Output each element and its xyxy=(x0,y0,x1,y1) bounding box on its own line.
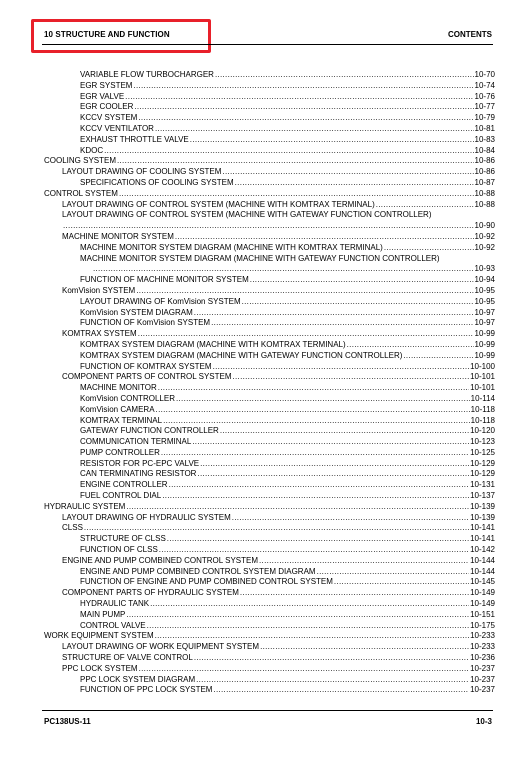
toc-page-number: 10-129 xyxy=(470,458,495,468)
dot-leader xyxy=(155,124,474,135)
dot-leader xyxy=(175,232,474,243)
toc-entry-title: PUMP CONTROLLER xyxy=(80,447,160,457)
toc-entry-row xyxy=(80,297,495,308)
toc-entry[interactable] xyxy=(0,70,525,81)
header-divider xyxy=(42,44,493,45)
toc-entry-title: HYDRAULIC TANK xyxy=(80,599,150,609)
toc-entry-row xyxy=(80,426,495,437)
toc-entry-title: FUNCTION OF PPC LOCK SYSTEM xyxy=(80,685,213,695)
toc-entry[interactable] xyxy=(0,135,525,146)
toc-entry-row xyxy=(62,664,495,675)
dot-leader xyxy=(194,308,474,319)
dot-leader xyxy=(215,70,474,81)
toc-entry-row xyxy=(80,92,495,103)
dot-leader xyxy=(163,416,470,427)
toc-entry[interactable] xyxy=(0,372,525,383)
toc-entry-row xyxy=(80,448,495,459)
toc-entry-title: LAYOUT DRAWING OF HYDRAULIC SYSTEM xyxy=(62,512,231,522)
toc-entry-title: STRUCTURE OF CLSS xyxy=(80,534,166,544)
toc-page-number: 10-95 xyxy=(474,285,495,295)
toc-entry-row xyxy=(62,221,495,232)
toc-entry[interactable] xyxy=(0,588,525,599)
toc-entry-row xyxy=(80,545,495,556)
toc-entry-row xyxy=(62,167,495,178)
toc-entry-row xyxy=(80,275,495,286)
toc-entry-title: KCCV VENTILATOR xyxy=(80,123,154,133)
toc-entry[interactable] xyxy=(0,653,525,664)
toc-page-number: 10-92 xyxy=(474,242,495,252)
toc-entry[interactable] xyxy=(0,351,525,362)
toc-entry-title: ENGINE AND PUMP COMBINED CONTROL SYSTEM xyxy=(62,555,259,565)
dot-leader xyxy=(200,459,469,470)
toc-entry-title: MACHINE MONITOR SYSTEM xyxy=(62,231,174,241)
toc-entry-title: LAYOUT DRAWING OF COOLING SYSTEM xyxy=(62,167,222,177)
toc-page-number: 10-88 xyxy=(474,188,495,198)
toc-page-number: 10-144 xyxy=(470,566,495,576)
dot-leader xyxy=(233,372,470,383)
toc-entry[interactable] xyxy=(0,480,525,491)
toc-entry-title: ENGINE CONTROLLER xyxy=(80,480,168,490)
toc-entry[interactable] xyxy=(0,200,525,211)
toc-entry-row xyxy=(80,405,495,416)
toc-entry[interactable] xyxy=(0,534,525,545)
contents-label: CONTENTS xyxy=(448,30,492,39)
toc-entry[interactable] xyxy=(0,556,525,567)
toc-page-number: 10-100 xyxy=(470,361,495,371)
toc-entry-row xyxy=(62,513,495,524)
toc-page-number: 10-95 xyxy=(474,296,495,306)
dot-leader xyxy=(384,243,474,254)
toc-page-number: 10-175 xyxy=(470,620,495,630)
toc-entry[interactable] xyxy=(0,243,525,254)
dot-leader xyxy=(240,588,469,599)
dot-leader xyxy=(63,221,474,232)
toc-entry[interactable] xyxy=(0,394,525,405)
toc-entry-row xyxy=(80,480,495,491)
dot-leader xyxy=(138,113,473,124)
toc-entry-title: KomVision SYSTEM xyxy=(62,285,136,295)
toc-page-number: 10-97 xyxy=(474,307,495,317)
toc-entry-title: KomVision SYSTEM DIAGRAM xyxy=(80,307,193,317)
toc-entry[interactable] xyxy=(0,610,525,621)
toc-entry[interactable] xyxy=(0,329,525,340)
toc-page-number: 10-83 xyxy=(474,134,495,144)
toc-entry[interactable] xyxy=(0,426,525,437)
toc-entry-title: SPECIFICATIONS OF COOLING SYSTEM xyxy=(80,177,234,187)
toc-entry-title: LAYOUT DRAWING OF KomVision SYSTEM xyxy=(80,296,241,306)
toc-entry-title: MACHINE MONITOR xyxy=(80,383,157,393)
toc-entry-title: MACHINE MONITOR SYSTEM DIAGRAM (MACHINE WITH KOMTRAX TERMINAL) xyxy=(80,242,383,252)
dot-leader xyxy=(213,362,470,373)
toc-entry[interactable] xyxy=(0,459,525,470)
toc-entry[interactable] xyxy=(0,340,525,351)
toc-entry-title: CAN TERMINATING RESISTOR xyxy=(80,469,197,479)
toc-entry[interactable] xyxy=(0,599,525,610)
toc-entry-row xyxy=(62,232,495,243)
toc-entry-title: PPC LOCK SYSTEM xyxy=(62,663,138,673)
toc-entry[interactable] xyxy=(0,513,525,524)
toc-entry-title: EGR COOLER xyxy=(80,102,134,112)
toc-entry-row xyxy=(62,523,495,534)
toc-entry-row xyxy=(44,502,495,513)
toc-page-number: 10-84 xyxy=(474,145,495,155)
toc-page-number: 10-120 xyxy=(470,426,495,436)
dot-leader xyxy=(158,383,469,394)
toc-entry-title: KOMTRAX SYSTEM DIAGRAM (MACHINE WITH GATEWAY FUNCTION CONTROLLER) xyxy=(80,350,403,360)
toc-page-number: 10-233 xyxy=(470,642,495,652)
toc-entry-row xyxy=(80,362,495,373)
toc-entry-row xyxy=(80,383,495,394)
toc-page-number: 10-81 xyxy=(474,123,495,133)
toc-entry-title: LAYOUT DRAWING OF CONTROL SYSTEM (MACHINE WITH KOMTRAX TERMINAL) xyxy=(62,199,375,209)
toc-entry[interactable] xyxy=(0,437,525,448)
toc-entry-title: MAIN PUMP xyxy=(80,609,126,619)
dot-leader xyxy=(134,102,473,113)
toc-page-number: 10-237 xyxy=(470,685,495,695)
toc-entry[interactable] xyxy=(0,502,525,513)
dot-leader xyxy=(161,448,469,459)
toc-page-number: 10-125 xyxy=(470,447,495,457)
toc-entry[interactable] xyxy=(0,124,525,135)
toc-entry-row xyxy=(80,610,495,621)
toc-entry-title: COOLING SYSTEM xyxy=(44,156,117,166)
toc-entry-title: FUNCTION OF ENGINE AND PUMP COMBINED CONTROL SYSTEM xyxy=(80,577,333,587)
model-number: PC138US-11 xyxy=(44,717,91,726)
toc-entry[interactable] xyxy=(0,577,525,588)
toc-entry-row xyxy=(44,156,495,167)
toc-page-number: 10-70 xyxy=(474,70,495,79)
toc-page-number: 10-149 xyxy=(470,588,495,598)
toc-entry-row xyxy=(80,81,495,92)
toc-entry-row xyxy=(44,189,495,200)
dot-leader xyxy=(126,610,469,621)
dot-leader xyxy=(222,167,473,178)
dot-leader xyxy=(250,275,474,286)
toc-entry[interactable] xyxy=(0,102,525,113)
dot-leader xyxy=(119,189,474,200)
toc-entry-title: KOMTRAX SYSTEM xyxy=(62,329,137,339)
toc-page-number: 10-233 xyxy=(470,631,495,641)
toc-page-number: 10-94 xyxy=(474,275,495,285)
dot-leader xyxy=(232,513,469,524)
toc-entry-row xyxy=(80,577,495,588)
toc-page-number: 10-114 xyxy=(470,393,495,403)
toc-page-number: 10-101 xyxy=(470,383,495,393)
dot-leader xyxy=(376,200,474,211)
toc-entry-title: RESISTOR FOR PC-EPC VALVE xyxy=(80,458,200,468)
table-of-contents xyxy=(0,70,525,696)
toc-entry[interactable] xyxy=(0,92,525,103)
highlight-box xyxy=(31,19,211,53)
toc-page-number: 10-86 xyxy=(474,156,495,166)
toc-page-number: 10-131 xyxy=(470,480,495,490)
toc-entry-row xyxy=(62,372,495,383)
toc-entry-row xyxy=(80,243,495,254)
toc-entry-title: EGR VALVE xyxy=(80,91,125,101)
toc-entry[interactable] xyxy=(0,156,525,167)
toc-entry-row xyxy=(80,178,495,189)
toc-entry-title: CONTROL VALVE xyxy=(80,620,146,630)
toc-entry-row xyxy=(80,459,495,470)
toc-page-number: 10-86 xyxy=(474,167,495,177)
toc-entry-continuation[interactable] xyxy=(0,221,525,232)
toc-entry-row xyxy=(62,286,495,297)
toc-entry-title: COMMUNICATION TERMINAL xyxy=(80,437,192,447)
dot-leader xyxy=(213,685,469,696)
toc-entry-row xyxy=(80,340,495,351)
dot-leader xyxy=(317,567,469,578)
toc-entry-title: EGR SYSTEM xyxy=(80,80,133,90)
toc-entry[interactable] xyxy=(0,567,525,578)
toc-entry[interactable] xyxy=(0,286,525,297)
toc-entry-row xyxy=(80,351,495,362)
footer-divider xyxy=(42,710,493,711)
toc-entry-row xyxy=(80,70,495,81)
dot-leader xyxy=(347,340,474,351)
toc-entry-title: KCCV SYSTEM xyxy=(80,113,138,123)
dot-leader xyxy=(167,534,469,545)
toc-entry[interactable] xyxy=(0,675,525,686)
toc-entry-title: VARIABLE FLOW TURBOCHARGER xyxy=(80,70,214,79)
toc-entry[interactable] xyxy=(0,254,525,265)
dot-leader xyxy=(147,621,469,632)
toc-entry-row xyxy=(62,642,495,653)
dot-leader xyxy=(133,81,473,92)
dot-leader xyxy=(150,599,469,610)
toc-entry-row xyxy=(62,200,495,211)
toc-entry-title: CLSS xyxy=(62,523,83,533)
toc-page-number: 10-151 xyxy=(470,609,495,619)
dot-leader xyxy=(211,318,473,329)
toc-entry[interactable] xyxy=(0,416,525,427)
toc-page-number: 10-99 xyxy=(474,350,495,360)
toc-page-number: 10-142 xyxy=(470,545,495,555)
dot-leader xyxy=(162,491,469,502)
toc-page-number: 10-92 xyxy=(474,231,495,241)
dot-leader xyxy=(235,178,474,189)
dot-leader xyxy=(138,329,474,340)
toc-entry-row xyxy=(62,329,495,340)
toc-entry[interactable] xyxy=(0,685,525,696)
toc-page-number: 10-118 xyxy=(470,404,495,414)
toc-entry[interactable] xyxy=(0,167,525,178)
toc-entry-title: KomVision CAMERA xyxy=(80,404,155,414)
dot-leader xyxy=(176,394,470,405)
toc-page-number: 10-139 xyxy=(470,512,495,522)
toc-page-number: 10-123 xyxy=(470,437,495,447)
toc-page-number: 10-139 xyxy=(470,501,495,511)
dot-leader xyxy=(192,437,469,448)
toc-entry-row xyxy=(80,308,495,319)
toc-entry-title: FUEL CONTROL DIAL xyxy=(80,491,162,501)
toc-page-number: 10-93 xyxy=(474,264,495,274)
toc-entry[interactable] xyxy=(0,318,525,329)
toc-entry-title: FUNCTION OF MACHINE MONITOR SYSTEM xyxy=(80,275,249,285)
toc-entry-title: LAYOUT DRAWING OF CONTROL SYSTEM (MACHINE WITH GATEWAY FUNCTION CONTROLLER) xyxy=(62,210,432,220)
toc-page-number: 10-101 xyxy=(470,372,495,382)
toc-entry[interactable] xyxy=(0,275,525,286)
dot-leader xyxy=(159,545,469,556)
toc-entry-row xyxy=(80,146,495,157)
toc-entry-row xyxy=(80,437,495,448)
toc-page-number: 10-118 xyxy=(470,415,495,425)
dot-leader xyxy=(104,146,473,157)
toc-entry-row xyxy=(92,264,495,275)
toc-entry-title: FUNCTION OF CLSS xyxy=(80,545,158,555)
toc-entry-title: CONTROL SYSTEM xyxy=(44,188,118,198)
toc-page-number: 10-237 xyxy=(470,674,495,684)
toc-page-number: 10-236 xyxy=(470,653,495,663)
toc-entry[interactable] xyxy=(0,178,525,189)
section-title: 10 STRUCTURE AND FUNCTION xyxy=(44,30,170,39)
toc-entry-row xyxy=(62,556,495,567)
dot-leader xyxy=(190,135,474,146)
dot-leader xyxy=(136,286,473,297)
toc-entry-title: ENGINE AND PUMP COMBINED CONTROL SYSTEM DIAGRAM xyxy=(80,566,316,576)
toc-entry-row xyxy=(80,124,495,135)
toc-entry-row xyxy=(80,567,495,578)
toc-entry-row xyxy=(62,588,495,599)
toc-entry-title: KOMTRAX TERMINAL xyxy=(80,415,163,425)
toc-entry[interactable] xyxy=(0,405,525,416)
toc-page-number: 10-144 xyxy=(470,555,495,565)
toc-entry-title: KomVision CONTROLLER xyxy=(80,393,175,403)
toc-page-number: 10-99 xyxy=(474,329,495,339)
toc-entry[interactable] xyxy=(0,545,525,556)
dot-leader xyxy=(117,156,474,167)
toc-entry[interactable] xyxy=(0,146,525,157)
dot-leader xyxy=(259,556,469,567)
toc-page-number: 10-141 xyxy=(470,523,495,533)
toc-entry[interactable] xyxy=(0,469,525,480)
toc-entry-title: FUNCTION OF KomVision SYSTEM xyxy=(80,318,211,328)
toc-entry[interactable] xyxy=(0,81,525,92)
toc-entry-title: COMPONENT PARTS OF CONTROL SYSTEM xyxy=(62,372,232,382)
page-number: 10-3 xyxy=(475,717,492,726)
toc-entry[interactable] xyxy=(0,642,525,653)
toc-page-number: 10-99 xyxy=(474,339,495,349)
toc-entry[interactable] xyxy=(0,189,525,200)
toc-page-number: 10-237 xyxy=(470,663,495,673)
toc-entry-row xyxy=(80,113,495,124)
toc-page-number: 10-79 xyxy=(474,113,495,123)
toc-page-number: 10-137 xyxy=(470,491,495,501)
toc-page-number: 10-129 xyxy=(470,469,495,479)
toc-entry-row xyxy=(80,416,495,427)
toc-entry-title: WORK EQUIPMENT SYSTEM xyxy=(44,631,154,641)
toc-entry-row xyxy=(80,491,495,502)
toc-entry-row xyxy=(80,685,495,696)
toc-entry[interactable] xyxy=(0,631,525,642)
dot-leader xyxy=(139,664,470,675)
dot-leader xyxy=(155,631,469,642)
toc-entry[interactable] xyxy=(0,664,525,675)
toc-entry-title: LAYOUT DRAWING OF WORK EQUIPMENT SYSTEM xyxy=(62,642,260,652)
toc-entry-row xyxy=(80,102,495,113)
toc-page-number: 10-74 xyxy=(474,80,495,90)
dot-leader xyxy=(403,351,473,362)
toc-entry-row xyxy=(80,394,495,405)
toc-entry-title: FUNCTION OF KOMTRAX SYSTEM xyxy=(80,361,212,371)
dot-leader xyxy=(242,297,474,308)
dot-leader xyxy=(156,405,470,416)
toc-page-number: 10-145 xyxy=(470,577,495,587)
toc-entry-title: KOMTRAX SYSTEM DIAGRAM (MACHINE WITH KOMTRAX TERMINAL) xyxy=(80,339,346,349)
toc-entry[interactable] xyxy=(0,232,525,243)
toc-entry-row xyxy=(80,599,495,610)
toc-entry-row xyxy=(44,631,495,642)
toc-entry-row xyxy=(62,653,495,664)
toc-entry-row xyxy=(80,621,495,632)
toc-entry[interactable] xyxy=(0,621,525,632)
toc-page-number: 10-90 xyxy=(474,221,495,231)
dot-leader xyxy=(125,92,473,103)
toc-entry[interactable] xyxy=(0,113,525,124)
dot-leader xyxy=(260,642,469,653)
dot-leader xyxy=(93,264,474,275)
dot-leader xyxy=(220,426,469,437)
dot-leader xyxy=(194,653,469,664)
toc-entry-title: PPC LOCK SYSTEM DIAGRAM xyxy=(80,674,196,684)
dot-leader xyxy=(84,523,469,534)
dot-leader xyxy=(169,480,470,491)
toc-page-number: 10-97 xyxy=(474,318,495,328)
toc-entry[interactable] xyxy=(0,448,525,459)
toc-entry-title: EXHAUST THROTTLE VALVE xyxy=(80,134,189,144)
toc-entry-title: MACHINE MONITOR SYSTEM DIAGRAM (MACHINE WITH GATEWAY FUNCTION CONTROLLER) xyxy=(80,253,440,263)
toc-entry-title: KDOC xyxy=(80,145,104,155)
toc-entry-row xyxy=(80,318,495,329)
toc-entry-title: HYDRAULIC SYSTEM xyxy=(44,501,126,511)
toc-entry[interactable] xyxy=(0,297,525,308)
toc-page-number: 10-76 xyxy=(474,91,495,101)
toc-entry-row xyxy=(80,534,495,545)
toc-page-number: 10-87 xyxy=(474,177,495,187)
toc-entry[interactable] xyxy=(0,383,525,394)
dot-leader xyxy=(197,469,469,480)
toc-entry-row xyxy=(80,135,495,146)
toc-entry[interactable] xyxy=(0,308,525,319)
toc-entry-continuation[interactable] xyxy=(0,264,525,275)
toc-entry[interactable] xyxy=(0,523,525,534)
toc-entry[interactable] xyxy=(0,210,525,221)
toc-entry-title: COMPONENT PARTS OF HYDRAULIC SYSTEM xyxy=(62,588,239,598)
toc-entry[interactable] xyxy=(0,491,525,502)
dot-leader xyxy=(126,502,469,513)
toc-page-number: 10-149 xyxy=(470,599,495,609)
toc-entry-title: STRUCTURE OF VALVE CONTROL xyxy=(62,653,193,663)
toc-entry-title: GATEWAY FUNCTION CONTROLLER xyxy=(80,426,219,436)
toc-entry[interactable] xyxy=(0,362,525,373)
toc-entry-row xyxy=(80,469,495,480)
toc-entry-row xyxy=(80,675,495,686)
toc-page-number: 10-88 xyxy=(474,199,495,209)
dot-leader xyxy=(334,577,469,588)
toc-page-number: 10-141 xyxy=(470,534,495,544)
dot-leader xyxy=(196,675,469,686)
toc-page-number: 10-77 xyxy=(474,102,495,112)
